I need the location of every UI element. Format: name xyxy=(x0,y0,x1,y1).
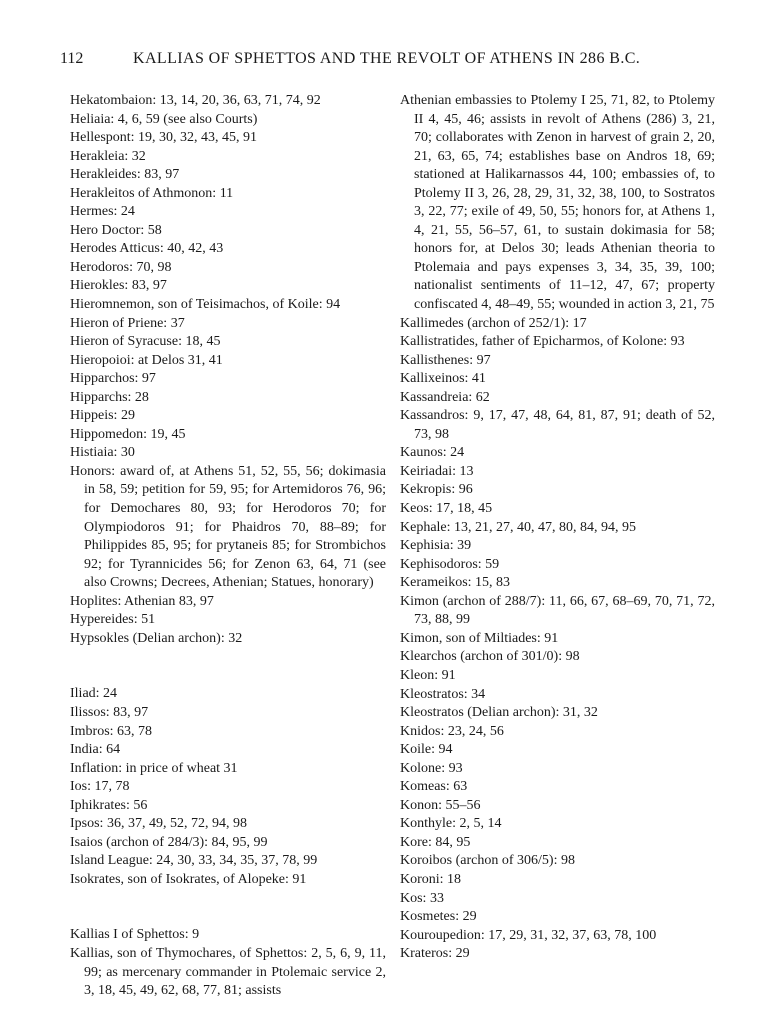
letter-gap xyxy=(70,889,386,926)
index-entry: Inflation: in price of wheat 31 xyxy=(70,760,238,776)
index-entry: Ipsos: 36, 37, 49, 52, 72, 94, 98 xyxy=(70,816,247,832)
index-entry: Hierokles: 83, 97 xyxy=(70,278,167,294)
index-entry: Kimon, son of Miltiades: 91 xyxy=(400,630,559,646)
index-entry: Ilissos: 83, 97 xyxy=(70,704,149,720)
index-entry: Hieromnemon, son of Teisimachos, of Koile: 94 xyxy=(70,297,341,313)
index-entry: Kerameikos: 15, 83 xyxy=(400,575,511,591)
index-entry: Kephale: 13, 21, 27, 40, 47, 80, 84, 94, 95 xyxy=(400,519,637,535)
index-entry: India: 64 xyxy=(70,742,121,758)
index-entry: Klearchos (archon of 301/0): 98 xyxy=(400,649,580,665)
index-entry: Hippeis: 29 xyxy=(70,408,135,424)
index-entry: Hieron of Syracuse: 18, 45 xyxy=(70,334,221,350)
page-header xyxy=(60,50,720,76)
index-entry: Kaunos: 24 xyxy=(400,445,465,461)
index-entry: Kleostratos (Delian archon): 31, 32 xyxy=(400,705,598,721)
index-entry: Knidos: 23, 24, 56 xyxy=(400,723,504,739)
index-entry: Hekatombaion: 13, 14, 20, 36, 63, 71, 74, 92 xyxy=(70,93,321,108)
index-entry: Iphikrates: 56 xyxy=(70,797,148,813)
index-entry: Herodes Atticus: 40, 42, 43 xyxy=(70,241,224,257)
index-entry: Koroibos (archon of 306/5): 98 xyxy=(400,853,575,869)
index-entry: Kouroupedion: 17, 29, 31, 32, 37, 63, 78, 100 xyxy=(400,927,657,943)
index-entry: Konthyle: 2, 5, 14 xyxy=(400,816,502,832)
index-entry: Komeas: 63 xyxy=(400,779,468,795)
page-number: 112 xyxy=(60,50,84,67)
index-entry: Kleostratos: 34 xyxy=(400,686,486,702)
index-entry: Kallias I of Sphettos: 9 xyxy=(70,927,200,943)
index-entry: Herakleides: 83, 97 xyxy=(70,167,180,183)
index-entry: Hipparchos: 97 xyxy=(70,371,156,387)
index-column-left xyxy=(70,92,386,1001)
index-entry: Koile: 94 xyxy=(400,742,453,758)
index-column-right xyxy=(400,92,715,964)
index-entry: Hipparchs: 28 xyxy=(70,389,149,405)
index-entry: Hoplites: Athenian 83, 97 xyxy=(70,593,214,609)
index-entry: Island League: 24, 30, 33, 34, 35, 37, 78, 99 xyxy=(70,853,318,869)
index-entry: Kallixeinos: 41 xyxy=(400,371,486,387)
index-entry: Hypsokles (Delian archon): 32 xyxy=(70,630,243,646)
index-entry: Hippomedon: 19, 45 xyxy=(70,426,186,442)
running-title: KALLIAS OF SPHETTOS AND THE REVOLT OF ATHENS IN 286 B.C. xyxy=(133,50,641,67)
index-entry: Kephisia: 39 xyxy=(400,538,472,554)
index-entry: Kos: 33 xyxy=(400,890,444,906)
index-entry: Keos: 17, 18, 45 xyxy=(400,501,493,517)
index-entry: Krateros: 29 xyxy=(400,946,470,962)
index-entry: Hellespont: 19, 30, 32, 43, 45, 91 xyxy=(70,130,258,146)
letter-gap xyxy=(70,648,386,685)
index-entry: Hermes: 24 xyxy=(70,204,135,220)
index-entry: Kassandreia: 62 xyxy=(400,389,490,405)
index-entry: Herakleia: 32 xyxy=(70,148,146,164)
index-entry: Kosmetes: 29 xyxy=(400,909,477,925)
index-entry: Herakleitos of Athmonon: 11 xyxy=(70,185,234,201)
index-entry: Iliad: 24 xyxy=(70,686,118,702)
index-entry: Kallistratides, father of Epicharmos, of Kolone: 93 xyxy=(400,334,685,350)
index-entry: Hieropoioi: at Delos 31, 41 xyxy=(70,352,223,368)
index-entry: Kekropis: 96 xyxy=(400,482,473,498)
index-entry-continued: Athenian embassies to Ptolemy I 25, 71, 82, to Ptolemy II 4, 45, 46; assists in revolt of Athens (286) 3, 21, 70; collaborates with Zenon in harvest of grain 2, 20, 21, 63, 65, 74; establishes base on Andros 18, 69; stationed at Halikarnassos 44, 100; embassies of, to Ptolemy II 3, 26, 28, 29, 31, 32, 38, 100, to Sostratos 3, 22, 77; exile of 49, 50, 55; honors for, at Athens 1, 4, 21, 55, 56–57, 61, to sustain dokimasia for 58; honors for, at Delos 30; leads Athenian theoria to Ptolemaia and pays expenses 3, 34, 35, 39, 100; nationalist sentiments of 11–12, 47, 67; property confiscated 4, 48–49, 55; wounded in action 3, 21, 75 xyxy=(400,93,715,313)
index-entry: Kleon: 91 xyxy=(400,667,456,683)
index-entry: Isokrates, son of Isokrates, of Alopeke: 91 xyxy=(70,871,307,887)
index-entry: Keiriadai: 13 xyxy=(400,463,474,479)
index-entry: Kassandros: 9, 17, 47, 48, 64, 81, 87, 91; death of 52, 73, 98 xyxy=(400,408,715,442)
index-entry: Histiaia: 30 xyxy=(70,445,135,461)
index-entry: Kallisthenes: 97 xyxy=(400,352,491,368)
index-entry: Honors: award of, at Athens 51, 52, 55, 56; dokimasia in 58, 59; petition for 59, 95; for Artemidoros 76, 96; for Demochares 80, 93; for Herodoros 70; for Olympiodoros 91; for Phaidros 70, 88–89; for Philippides 85, 95; for prytaneis 85; for Strombichos 92; for Tyrannicides 56; for Zenon 63, 64, 71 (see also Crowns; Decrees, Athenian; Statues, honorary) xyxy=(70,463,386,591)
index-entry: Heliaia: 4, 6, 59 (see also Courts) xyxy=(70,111,258,127)
index-entry: Ios: 17, 78 xyxy=(70,779,130,795)
index-entry: Kore: 84, 95 xyxy=(400,834,471,850)
index-entry: Hieron of Priene: 37 xyxy=(70,315,185,331)
index-entry: Konon: 55–56 xyxy=(400,797,481,813)
index-entry: Kimon (archon of 288/7): 11, 66, 67, 68–69, 70, 71, 72, 73, 88, 99 xyxy=(400,593,715,628)
index-group-h xyxy=(70,92,386,648)
index-group-k xyxy=(70,926,386,1000)
index-entry: Koroni: 18 xyxy=(400,871,462,887)
index-group-i xyxy=(70,685,386,889)
index-entry: Kallimedes (archon of 252/1): 17 xyxy=(400,315,587,331)
index-entry: Kephisodoros: 59 xyxy=(400,556,500,572)
index-entry: Kolone: 93 xyxy=(400,760,463,776)
index-entry: Kallias, son of Thymochares, of Sphettos: 2, 5, 6, 9, 11, 99; as mercenary commander in Ptolemaic service 2, 3, 18, 45, 49, 62, 68, 77, 81; assists xyxy=(70,945,386,999)
index-entry: Hero Doctor: 58 xyxy=(70,222,162,238)
index-entry: Hypereides: 51 xyxy=(70,612,156,628)
index-entry: Isaios (archon of 284/3): 84, 95, 99 xyxy=(70,834,268,850)
index-entry: Imbros: 63, 78 xyxy=(70,723,153,739)
index-entry: Herodoros: 70, 98 xyxy=(70,259,172,275)
